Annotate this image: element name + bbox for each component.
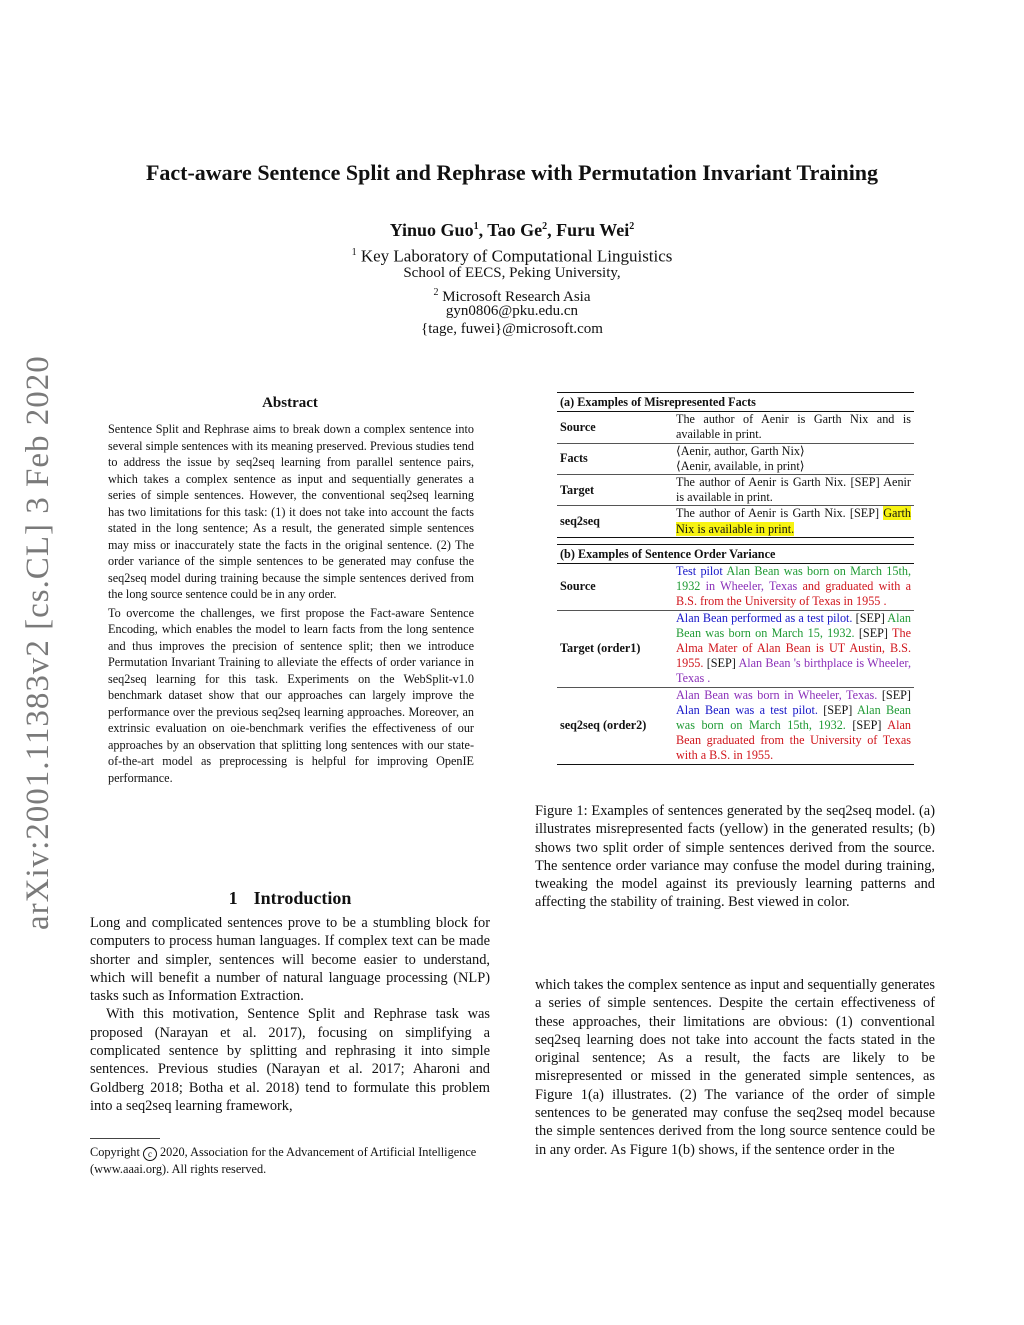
colored-segment-purple: Alan Bean 's birthplace is Wheeler, Texas . <box>676 656 911 686</box>
figure-caption: Figure 1: Examples of sentences generated by the seq2seq model. (a) illustrates misrepresented facts (yellow) in the generated results; (b) shows two split order of simple sentences derived from the source. The sentence order variance may confuse the model during training, tweaking the model against its previously learning patterns and affecting the stability of training. Best viewed in color. <box>535 803 935 911</box>
affiliation-1b: School of EECS, Peking University, <box>403 265 621 281</box>
paper-title: Fact-aware Sentence Split and Rephrase with Permutation Invariant Training <box>145 160 879 185</box>
row-label: Source <box>557 412 673 443</box>
row-label: Target (order1) <box>557 610 673 687</box>
introduction-body <box>90 914 490 1115</box>
colored-segment-black: [SEP] <box>817 702 857 717</box>
arxiv-stamp: arXiv:2001.11383v2 [cs.CL] 3 Feb 2020 <box>20 355 56 930</box>
figure-1-table <box>557 392 914 765</box>
affiliation-text: Key Laboratory of Computational Linguistics <box>360 246 673 266</box>
row-label: Source <box>557 564 673 611</box>
row-text <box>673 687 914 764</box>
colored-segment-red: Alan Bean graduated from the University of Texas with a B.S. in 1955. <box>676 718 911 763</box>
row-label: seq2seq <box>557 506 673 537</box>
row-text <box>673 506 914 537</box>
colored-segment-black: [SEP] <box>845 718 888 733</box>
row-label: seq2seq (order2) <box>557 687 673 764</box>
author-name: Yinuo Guo <box>389 220 474 240</box>
section-heading-introduction <box>90 888 490 909</box>
section-title: Introduction <box>253 888 352 908</box>
colored-segment-green: Alan Bean was born on March 15th, 1932 <box>676 564 912 594</box>
copyright-text: 2020, Association for the Advancement of Artificial Intelligence (www.aaai.org). All rights reserved. <box>90 1145 477 1176</box>
fact-triple: ⟨Aenir, author, Garth Nix⟩ <box>676 443 805 458</box>
email-1: gyn0806@pku.edu.cn <box>445 303 579 319</box>
colored-segment-black: [SEP] <box>703 656 739 671</box>
row-text: The author of Aenir is Garth Nix. [SEP] Aenir is available in print. <box>673 475 914 506</box>
author-sup: 2 <box>542 221 548 232</box>
abstract-heading: Abstract <box>262 395 318 411</box>
colored-segment-green: Alan Bean was born on March 15, 1932. <box>676 610 911 640</box>
colored-segment-red: The Alma Mater of Alan Bean is UT Austin, B.S. 1955. <box>676 625 911 671</box>
colored-segment-red: and graduated with a B.S. from the University of Texas in 1955 . <box>676 579 911 609</box>
section-b-heading: (b) Examples of Sentence Order Variance <box>557 544 914 563</box>
affiliation-sup: 1 <box>351 247 357 258</box>
row-label: Target <box>557 475 673 506</box>
copyright-icon: c <box>143 1147 157 1161</box>
email-2: {tage, fuwei}@microsoft.com <box>421 321 603 337</box>
row-text <box>673 443 914 474</box>
row-text <box>673 564 914 611</box>
author-line: Yinuo Guo$^1$, Tao Ge$^2$, Furu Wei$^2$ <box>389 220 635 240</box>
abstract-body <box>108 421 474 788</box>
author-name: Tao Ge <box>487 220 543 240</box>
colored-segment-black: [SEP] <box>877 687 911 702</box>
seq-plain: The author of Aenir is Garth Nix. [SEP] <box>676 506 880 521</box>
colored-segment-blue: Alan Bean was a test pilot. <box>676 702 818 717</box>
author-sup: 1 <box>473 221 479 232</box>
author-sup: 2 <box>629 221 635 232</box>
author-name: Furu Wei <box>556 220 630 240</box>
affiliation-text: Microsoft Research Asia <box>442 289 591 305</box>
row-text <box>673 610 914 687</box>
section-number: 1 <box>228 888 238 908</box>
misrepresented-fact-highlight: Garth Nix is available in print. <box>676 506 911 536</box>
colored-segment-blue: Test pilot <box>676 564 723 579</box>
colored-segment-purple: in Wheeler, Texas <box>700 579 798 594</box>
abstract-paragraph: To overcome the challenges, we first propose the Fact-aware Sentence Encoding, which enables the model to learn facts from the long sentence and thus improves the precision of sentence split; then we introduce Permutation Invariant Training to alleviate the effects of order variance in seq2seq learning for this task. Experiments on the WebSplit-v1.0 benchmark dataset show that our approaches can largely improve the performance over the previous seq2seq learning approaches. Moreover, an extrinsic evaluation on oie-benchmark verifies the effectiveness of our approaches by an observation that splitting long sentences with our state-of-the-art model as preprocessing is helpful for improving OpenIE performance. <box>108 605 474 785</box>
footnote-rule <box>90 1138 160 1139</box>
row-text: The author of Aenir is Garth Nix and is available in print. <box>673 412 914 443</box>
intro-paragraph: With this motivation, Sentence Split and Rephrase task was proposed (Narayan et al. 2017), focusing on simplifying a complicated sentence by splitting and rephrasing it into simple sentences. Previous studies (Narayan et al. 2017; Aharoni and Goldberg 2018; Botha et al. 2018) tend to formulate this problem into a seq2seq learning framework, <box>90 1006 490 1114</box>
copyright-prefix: Copyright <box>90 1145 140 1159</box>
affiliation-1 <box>0 243 1024 266</box>
colored-segment-green: Alan Bean was born on March 15th, 1932. <box>676 702 911 733</box>
section-a-heading: (a) Examples of Misrepresented Facts <box>557 393 914 412</box>
colored-segment-black: [SEP] <box>854 625 893 640</box>
copyright-footnote <box>90 1144 490 1178</box>
affiliation-sup: 2 <box>433 287 439 298</box>
row-label: Facts <box>557 443 673 474</box>
intro-paragraph: Long and complicated sentences prove to be a stumbling block for computers to process human languages. If complex text can be made shorter and simpler, sentences will become easier to understand, which will benefit a number of natural language processing (NLP) tasks such as Information Extraction. <box>90 915 490 1005</box>
colored-segment-blue: Alan Bean performed as a test pilot. <box>676 610 853 625</box>
colored-segment-purple: Alan Bean was born in Wheeler, Texas. <box>676 687 878 702</box>
abstract-paragraph: Sentence Split and Rephrase aims to break down a complex sentence into several simple sentences with its meaning preserved. Previous studies tend to address the issue by seq2seq learning from parallel sentence pairs, which takes a complex sentence as input and sequentially generates a series of simple sentences. However, the conventional seq2seq learning has two limitations for this task: (1) it does not take into account the facts stated in the long sentence; As a result, the generated simple sentences may miss or inaccurately state the facts in the original sentence. (2) The order variance of the simple sentences to be generated may confuse the seq2seq model during training because the simple sentences derived from the long source sentence could be in any order. <box>108 422 474 601</box>
fact-triple: ⟨Aenir, available, in print⟩ <box>676 458 805 473</box>
right-column-body: which takes the complex sentence as input and sequentially generates a series of simple sentences. Despite the certain effectiveness of these approaches, their limitations are obvious: (1) conventional seq2seq learning does not take into account the facts stated in the original sentence; As a result, the facts are likely to be misrepresented or missed in the generated simple sentences, as Figure 1(a) illustrates. (2) The variance of the order of simple sentences to be generated may confuse the seq2seq model because the simple sentences derived from the long source sentence could be in any order. As Figure 1(b) shows, if the sentence order in the <box>535 977 936 1158</box>
colored-segment-black: [SEP] <box>852 610 888 625</box>
